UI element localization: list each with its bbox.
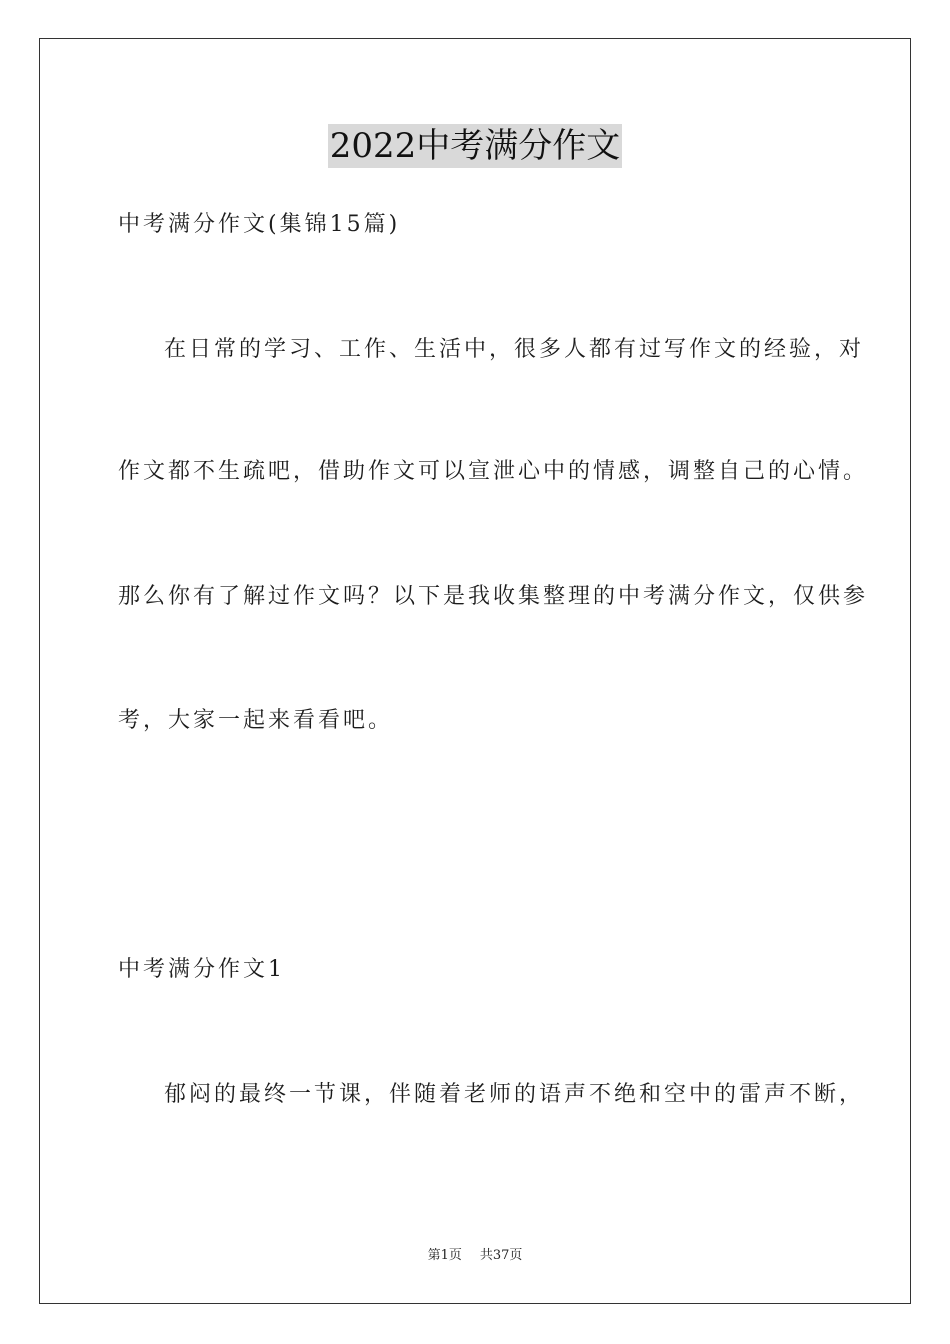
document-title: 2022中考满分作文 — [329, 126, 621, 166]
title-container — [0, 124, 950, 168]
page-total: 共37页 — [479, 1248, 523, 1263]
section-line-1: 郁闷的最终一节课，伴随着老师的语声不绝和空中的雷声不断， — [164, 1082, 865, 1107]
document-subtitle: 中考满分作文(集锦15篇) — [118, 212, 401, 237]
intro-line-4: 考，大家一起来看看吧。 — [118, 708, 394, 733]
intro-line-1: 在日常的学习、工作、生活中，很多人都有过写作文的经验，对 — [164, 337, 865, 362]
intro-line-3: 那么你有了解过作文吗？以下是我收集整理的中考满分作文，仅供参 — [118, 584, 869, 609]
page-number: 第1页 — [427, 1248, 462, 1263]
page-footer — [0, 1247, 950, 1265]
intro-line-2: 作文都不生疏吧，借助作文可以宣泄心中的情感，调整自己的心情。 — [118, 459, 869, 484]
section-heading: 中考满分作文1 — [118, 957, 285, 982]
